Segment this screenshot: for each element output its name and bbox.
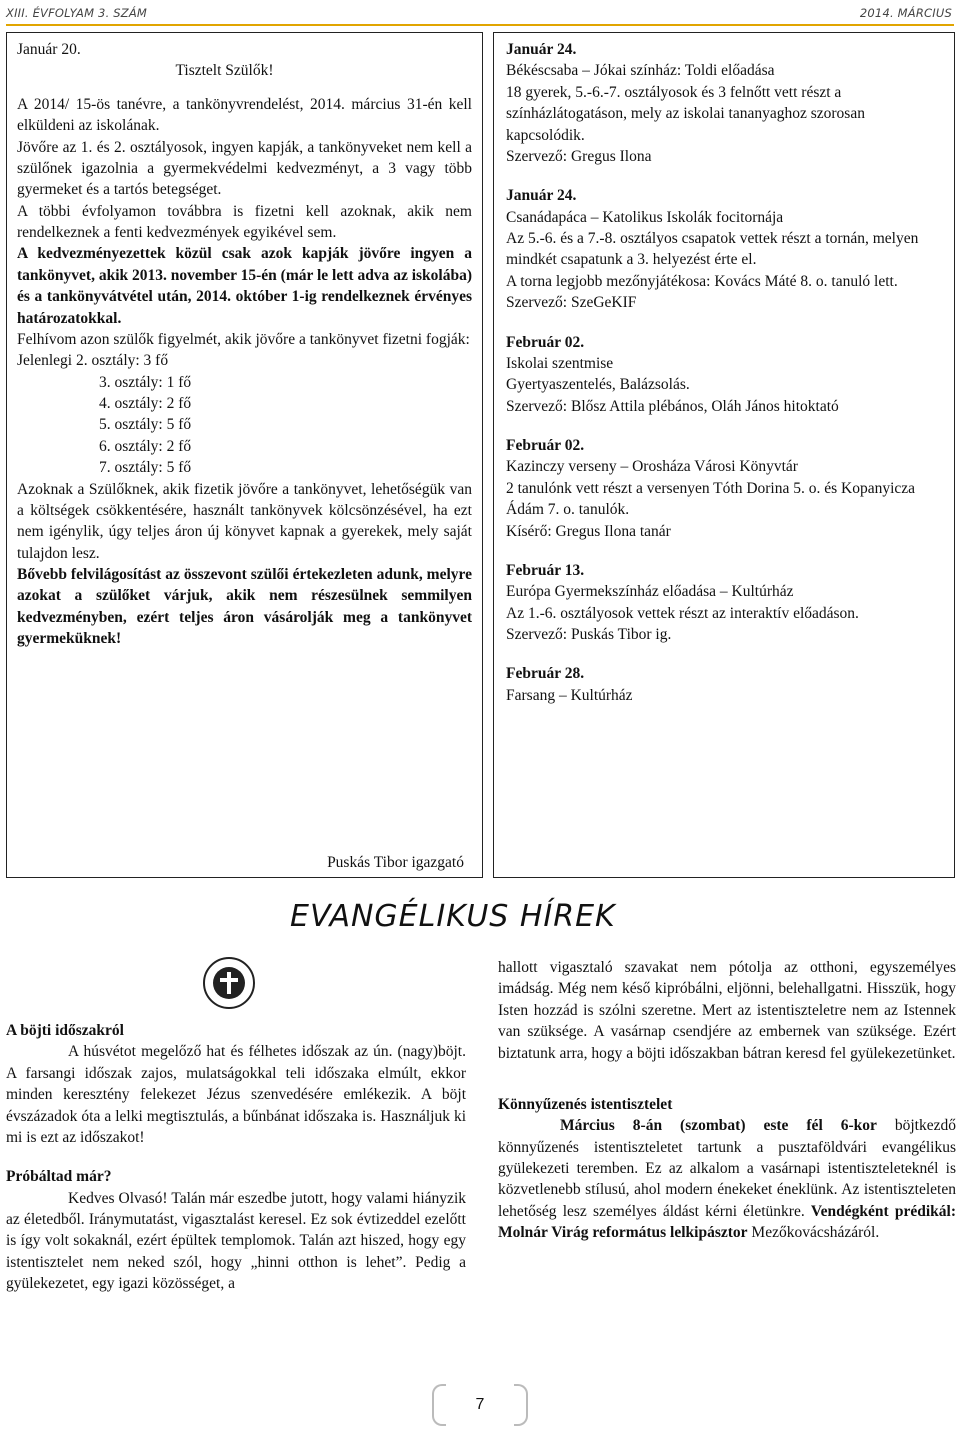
article-paragraph: Kedves Olvasó! Talán már eszedbe jutott, hogy valami hiányzik az életedből. Iránymutatást, vigasztalást keresel. Ez sok évtizeddel ezelőtt is így volt sokaknál, ezért épültek templomok. Talán azt hiszed, hogy egy istentisztelet nem neked szól, hogy „hinni otthon is lehet”. Pedig a gyülekezetet, egy igazi közösséget, a	[6, 1189, 466, 1293]
notice-date: Január 20.	[17, 41, 81, 58]
date-header: 2014. MÁRCIUS	[859, 6, 952, 20]
event-line: Gyertyaszentelés, Balázsolás.	[506, 376, 690, 394]
event-line: Békéscsaba – Jókai színház: Toldi előadása	[506, 62, 775, 80]
evangelikus-left-column	[6, 1020, 466, 1295]
article-heading: Próbáltad már?	[6, 1168, 112, 1186]
event-item	[506, 663, 942, 706]
event-line: Európa Gyermekszínház előadása – Kultúrház	[506, 583, 794, 601]
event-line: Az 5.-6. és a 7.-8. osztályos csapatok vettek részt a tornán, melyen mindkét csapatunk a 3. helyezést érte el.	[506, 230, 919, 269]
notice-paragraph-1: A 2014/ 15-ös tanévre, a tankönyvrendelést, 2014. március 31-én kell elküldeni az iskolának.	[17, 95, 472, 135]
page-number-block	[432, 1384, 528, 1426]
event-line: Kísérő: Gregus Ilona tanár	[506, 522, 671, 540]
event-date: Február 28.	[506, 665, 585, 683]
event-line: Szervező: Gregus Ilona	[506, 147, 652, 165]
notice-paragraph-6: Azoknak a Szülőknek, akik fizetik jövőre a tankönyvet, lehetőségük van a költségek csökkentésére, használt tankönyvek kölcsönzésével, ha ezt nem igénylik, úgy teljes áron új könyvet kapnak a gyerekek, mely saját tulajdon lesz.	[17, 480, 472, 562]
article-heading: Könnyűzenés istentisztelet	[498, 1095, 673, 1113]
event-line: Kazinczy verseny – Orosháza Városi Könyvtár	[506, 458, 798, 476]
notice-salutation: Tisztelt Szülők!	[175, 62, 274, 80]
page-number: 7	[475, 1396, 485, 1413]
header-rule	[6, 24, 954, 26]
event-line: 2 tanulónk vett részt a versenyen Tóth Dorina 5. o. és Kopanyicza Ádám 7. o. tanulók.	[506, 479, 916, 519]
event-item	[506, 560, 942, 646]
event-line: Csanádapáca – Katolikus Iskolák focitornája	[506, 208, 784, 226]
notice-paragraph-2: Jövőre az 1. és 2. osztályosok, ingyen kapják, a tankönyveket nem kell a szülőnek igazolnia a gyermekvédelmi kedvezményt, a 3 vagy több gyermeket és a tartós betegséget.	[17, 138, 472, 199]
event-line: A torna legjobb mezőnyjátékosa: Kovács Máté 8. o. tanuló lett.	[506, 272, 898, 290]
event-item	[506, 332, 942, 418]
event-date: Február 02.	[506, 333, 585, 351]
class-count-list	[17, 372, 472, 479]
class-count-item: 5. osztály: 5 fő	[99, 416, 192, 434]
event-line: Iskolai szentmise	[506, 354, 614, 372]
notice-paragraph-7: Bővebb felvilágosítást az összevont szülői értekezleten adunk, melyre azokat a szülőket várjuk, akik nem részesülnek semmilyen kedvezményben, ezért teljes áron vásárolják meg a tankönyvet gyermeküknek!	[17, 566, 472, 648]
class-count-item: 7. osztály: 5 fő	[99, 459, 192, 477]
class-count-first: Jelenlegi 2. osztály: 3 fő	[17, 352, 169, 370]
notice-signature: Puskás Tibor igazgató	[327, 853, 464, 871]
notice-paragraph-5: Felhívom azon szülők figyelmét, akik jövőre a tankönyvet fizetni fogják:	[17, 330, 470, 348]
notice-paragraph-3: A többi évfolyamon továbbra is fizetni kell azoknak, akik nem rendelkeznek a fenti kedvezmények egyikével sem.	[17, 202, 472, 241]
evangelikus-right-column	[498, 957, 956, 1244]
event-line: Farsang – Kultúrház	[506, 686, 633, 704]
notice-paragraph-4: A kedvezményezettek közül csak azok kapják jövőre ingyen a tankönyvet, akik 2013. november 15-én (már le lett adva az iskolába) és a tankönyvátvétel után, 2014. október 1-ig rendelkeznek érvényes határozatokkal.	[17, 245, 472, 327]
article-heading: A böjti időszakról	[6, 1022, 124, 1039]
event-line: Szervező: Puskás Tibor ig.	[506, 626, 672, 643]
event-line: Szervező: SzeGeKIF	[506, 294, 637, 312]
section-title: EVANGÉLIKUS HÍREK	[290, 899, 616, 934]
event-date: Február 13.	[506, 561, 585, 579]
class-count-item: 6. osztály: 2 fő	[99, 437, 192, 455]
event-line: 18 gyerek, 5.-6.-7. osztályosok és 3 felnőtt vett részt a színházlátogatáson, mely az iskolai tananyaghoz szorosan kapcsolódik.	[506, 83, 865, 144]
article-text: Mezőkovácsházáról.	[747, 1224, 880, 1242]
event-date: Február 02.	[506, 437, 585, 454]
article-paragraph: hallott vigasztaló szavakat nem pótolja az otthoni, egyszemélyes imádság. Még nem késő kipróbálni, eljönni, belehallgatni. Hisszük, hogy Isten hozzád is szólni szeretne. Mert az istentiszteletre nem az Istennek van szüksége. A vasárnap csendjére az embernek van szüksége. Ezért biztatunk arra, hogy a böjti időszakban bátran keresd fel gyülekezetünket.	[498, 959, 956, 1062]
article-paragraph: A húsvétot megelőző hat és félhetes időszak az ún. (nagy)böjt. A farsangi időszak zajos, mulatságokkal teli időszaka elmúlt, ekkor minden keresztény felekezet Jézus szenvedésére emlékezik. A böjt évszázadok óta a lelki megtisztulás, a bűnbánat időszaka is. Használjuk ki mi is ezt az időszakot!	[6, 1043, 466, 1146]
class-count-item: 3. osztály: 1 fő	[99, 373, 192, 391]
luther-rose-cross-icon	[203, 957, 255, 1009]
event-line: Az 1.-6. osztályosok vettek részt az interaktív előadáson.	[506, 604, 859, 622]
class-count-item: 4. osztály: 2 fő	[99, 395, 192, 412]
event-item	[506, 185, 942, 313]
event-date: Január 24.	[506, 41, 577, 58]
events-box	[493, 32, 955, 878]
event-item	[506, 435, 942, 542]
event-line: Szervező: Blősz Attila plébános, Oláh János hitoktató	[506, 397, 839, 415]
issue-header: XIII. ÉVFOLYAM 3. SZÁM	[6, 6, 148, 20]
article-text: böjtkezdő könnyűzenés istentiszteletet tartunk a pusztaföldvári evangélikus gyülekezeti teremben. Ez az alkalom a vasárnapi istentiszteleteknél is közvetlenebb stílusú, ahol modern énekeket éneklünk. Az istentiszteleten lehetőség lesz személyes áldást kérni életünkre.	[498, 1117, 956, 1220]
school-notice-box	[6, 32, 483, 878]
article-paragraph	[498, 1115, 956, 1243]
event-time: Március 8-án (szombat) este fél 6-kor	[560, 1117, 877, 1135]
event-item	[506, 39, 942, 167]
event-date: Január 24.	[506, 187, 577, 205]
guest-preacher: Vendégként prédikál: Molnár Virág református lelkipásztor	[498, 1202, 956, 1242]
